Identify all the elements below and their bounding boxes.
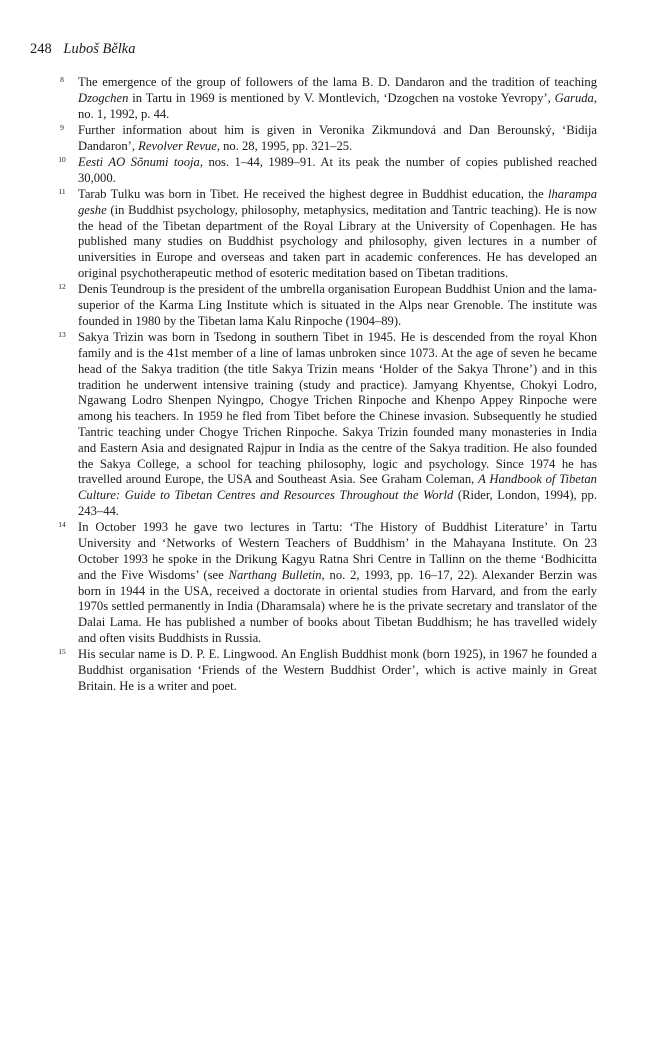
endnote-number: 10 xyxy=(58,154,66,164)
endnote-text xyxy=(78,155,597,187)
endnote xyxy=(60,75,597,122)
endnote-number: 11 xyxy=(58,187,66,197)
endnote-italic-segment: A Handbook of Tibetan Culture: Guide to Tibetan Centres and Resources Throughout the World xyxy=(78,472,597,503)
endnote-text-segment: (in Buddhist psychology, philosophy, metaphysics, meditation and Tantric teaching). He is now the head of the Tibetan department of the Royal Library at the University of Copenhagen. He has published many studies on Buddhist psychology and philosophy, given lectures in a number of universities in Europe and overseas and taken part in academic conferences. He has developed an original psychotherapeutic method of esoteric meditation based on Tibetan traditions. xyxy=(78,202,597,281)
endnote-text-segment: , nos. 1–44, 1989–91. At its peak the number of copies published reached 30,000. xyxy=(78,154,597,185)
endnote-italic-segment: Narthang Bulletin xyxy=(228,567,322,582)
endnote-text xyxy=(78,187,597,282)
endnote-text-segment: , no. 28, 1995, pp. 321–25. xyxy=(216,138,353,153)
page-number: 248 xyxy=(30,41,52,57)
endnote-italic-segment: Garuda xyxy=(554,90,594,105)
endnote-text-segment: The emergence of the group of followers of the lama B. D. Dandaron and the tradition of teaching xyxy=(78,75,597,89)
endnote-number: 14 xyxy=(58,520,66,530)
endnote-text-segment: Denis Teundroup is the president of the umbrella organisation European Buddhist Union and the lama-superior of the Karma Ling Institute which is situated in the Alps near Grenoble. The institute was founded in 1980 by the Tibetan lama Kalu Rinpoche (1904–89). xyxy=(78,282,597,328)
endnote-text xyxy=(78,75,597,122)
endnote-text xyxy=(78,647,597,694)
endnote-text-segment: (Rider, London, 1994), pp. 243–44. xyxy=(78,488,597,519)
endnote-text-segment: In October 1993 he gave two lectures in Tartu: ‘The History of Buddhist Literature’ in Tartu University and ‘Networks of Western Teachers of Buddhism’ in the Mahayana Institute. On 23 October 1993 he spoke in the Drikung Kagyu Ratna Shri Centre in Tallinn on the theme ‘Bodhicitta and the Five Wisdoms’ (see xyxy=(78,520,597,582)
endnote-text xyxy=(78,123,597,155)
endnote-number: 13 xyxy=(58,330,66,340)
endnote-italic-segment: Revolver Revue xyxy=(138,138,217,153)
endnote-text xyxy=(78,520,597,646)
endnote-number: 8 xyxy=(60,75,64,84)
endnote xyxy=(60,122,597,155)
endnote-text-segment: , no. 2, 1993, pp. 16–17, 22). Alexander Berzin was born in 1944 in the USA, received a doctorate in oriental studies from Harvard, and from the early 1970s settled permanently in India (Dharamsala) where he is the private secretary and translator of the Dalai Lama. He has published a number of books about Tibetan Buddhism; he has travelled widely and often visits Buddhists in Russia. xyxy=(78,567,597,645)
endnote-text-segment: in Tartu in 1969 is mentioned by V. Montlevich, ‘Dzogchen na vostoke Yevropy’, xyxy=(128,90,555,105)
running-head xyxy=(30,40,135,58)
endnote xyxy=(58,154,597,187)
endnote xyxy=(58,330,597,520)
endnote xyxy=(58,187,597,282)
endnote xyxy=(58,520,597,646)
endnote-text xyxy=(78,330,597,520)
endnote-number: 12 xyxy=(58,282,66,292)
endnote-italic-segment: Dzogchen xyxy=(78,90,129,105)
endnote-text-segment: His secular name is D. P. E. Lingwood. An English Buddhist monk (born 1925), in 1967 he founded a Buddhist organisation ‘Friends of the Western Buddhist Order’, which is active mainly in Great Britain. He is a writer and poet. xyxy=(78,647,597,693)
endnote-text-segment: Sakya Trizin was born in Tsedong in southern Tibet in 1945. He is descended from the royal Khon family and is the 41st member of a line of lamas unbroken since 1073. At the age of seven he became head of the Sakya tradition (the title Sakya Trizin means ‘Holder of the Sakya Throne’) and in this tradition he underwent intensive training (study and practice). Jamyang Khyentse, Chokyi Lodro, Ngawang Lodro Shenpen Nyingpo, Chogye Trichen Rinpoche and Khenpo Appey Rinpoche were among his teachers. In 1959 he fled from Tibet before the Chinese invasion. Subsequently he studied Tantric teaching under Chogye Trichen Rinpoche. Sakya Trizin founded many monasteries in India and Eastern Asia and designated Rajpur in India as the centre of the Sakya tradition. He also founded the Sakya College, a school for teaching philosophy, logic and psychology. Since 1974 he has travelled around Europe, the USA and Southeast Asia. See Graham Coleman, xyxy=(78,330,597,487)
endnote-text-segment: Further information about him is given in Veronika Zikmundová and Dan Berounský, ‘Bidija Dandaron’, xyxy=(78,122,597,153)
endnote-text-segment: Tarab Tulku was born in Tibet. He received the highest degree in Buddhist education, the xyxy=(78,187,549,202)
endnote-number: 9 xyxy=(60,122,64,132)
endnote-italic-segment: Eesti AO Sõnumi tooja xyxy=(78,154,200,169)
endnote-italic-segment: lharampa geshe xyxy=(78,187,597,217)
running-head-author: Luboš Bělka xyxy=(63,41,136,57)
endnote-number: 15 xyxy=(58,647,66,657)
endnote xyxy=(58,647,597,694)
endnote-text xyxy=(78,282,597,329)
endnote-text-segment: , no. 1, 1992, p. 44. xyxy=(78,90,597,121)
endnotes-list xyxy=(0,75,662,695)
endnote xyxy=(58,282,597,329)
